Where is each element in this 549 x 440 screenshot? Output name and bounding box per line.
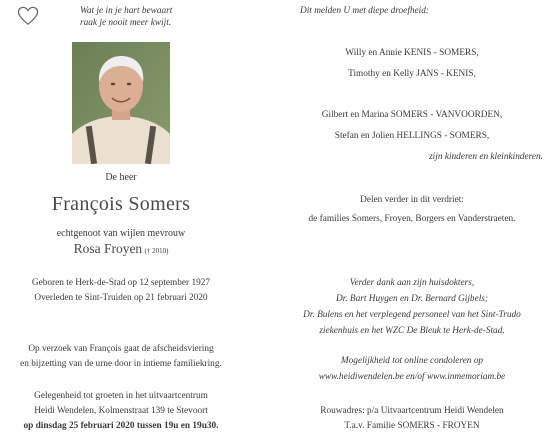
return-address: T.a.v. Familie SOMERS - FROYEN — [344, 421, 480, 431]
condolence-line: Mogelijkheid tot online condoleren op — [340, 356, 484, 366]
portrait-photo — [72, 42, 170, 164]
deceased-name: François Somers — [51, 193, 191, 215]
family-member: Willy en Annie KENIS - SOMERS, — [345, 48, 479, 58]
family-member: Gilbert en Marina SOMERS - VANVOORDEN, — [321, 110, 503, 120]
thanks-line: Dr. Bulens en het verplegend personeel van het Sint-Trudo — [303, 310, 521, 320]
condolence-url: www.heidiwendelen.be en/of www.inmemoriam.be — [318, 372, 506, 382]
poem-line: raak je nooit meer kwijt. — [80, 18, 172, 28]
spouse-line — [0, 241, 242, 257]
spouse-intro: echtgenoot van wijlen mevrouw — [56, 228, 186, 239]
thanks-line: Verder dank aan zijn huisdokters, — [349, 278, 475, 288]
farewell-line: en bijzetting van de urne door in intieme familiekring. — [20, 359, 222, 369]
heart-icon — [17, 6, 39, 26]
return-address: Rouwadres: p/a Uitvaartcentrum Heidi Wendelen — [320, 406, 504, 416]
thanks-line: Dr. Bart Huygen en Dr. Bernard Gijbels; — [335, 294, 488, 304]
family-member: Timothy en Kelly JANS - KENIS, — [348, 69, 476, 79]
visitation-line: op dinsdag 25 februari 2020 tussen 19u en 19u30. — [23, 421, 219, 431]
poem-line: Wat je in je hart bewaart — [80, 6, 173, 16]
birth-line: Geboren te Herk-de-Stad op 12 september 1927 — [31, 278, 211, 288]
spouse-name: Rosa Froyen — [73, 241, 143, 256]
family-role: zijn kinderen en kleinkinderen. — [429, 152, 543, 162]
spouse-note: († 2010) — [144, 247, 169, 255]
grief-families: de families Somers, Froyen, Borgers en Vanderstraeten. — [308, 214, 516, 224]
farewell-line: Op verzoek van François gaat de afscheidsviering — [28, 344, 214, 354]
announcement-intro: Dit melden U met diepe droefheid: — [300, 6, 429, 16]
grief-intro: Delen verder in dit verdriet: — [360, 195, 464, 205]
thanks-line: ziekenhuis en het WZC De Bleuk te Herk-de-Stad. — [319, 326, 505, 336]
visitation-line: Heidi Wendelen, Kolmenstraat 139 te Stevoort — [34, 406, 208, 416]
salutation: De heer — [105, 172, 137, 183]
visitation-line: Gelegenheid tot groeten in het uitvaartcentrum — [34, 391, 208, 401]
death-line: Overleden te Sint-Truiden op 21 februari 2020 — [34, 293, 208, 303]
family-member: Stefan en Jolien HELLINGS - SOMERS, — [334, 131, 490, 141]
